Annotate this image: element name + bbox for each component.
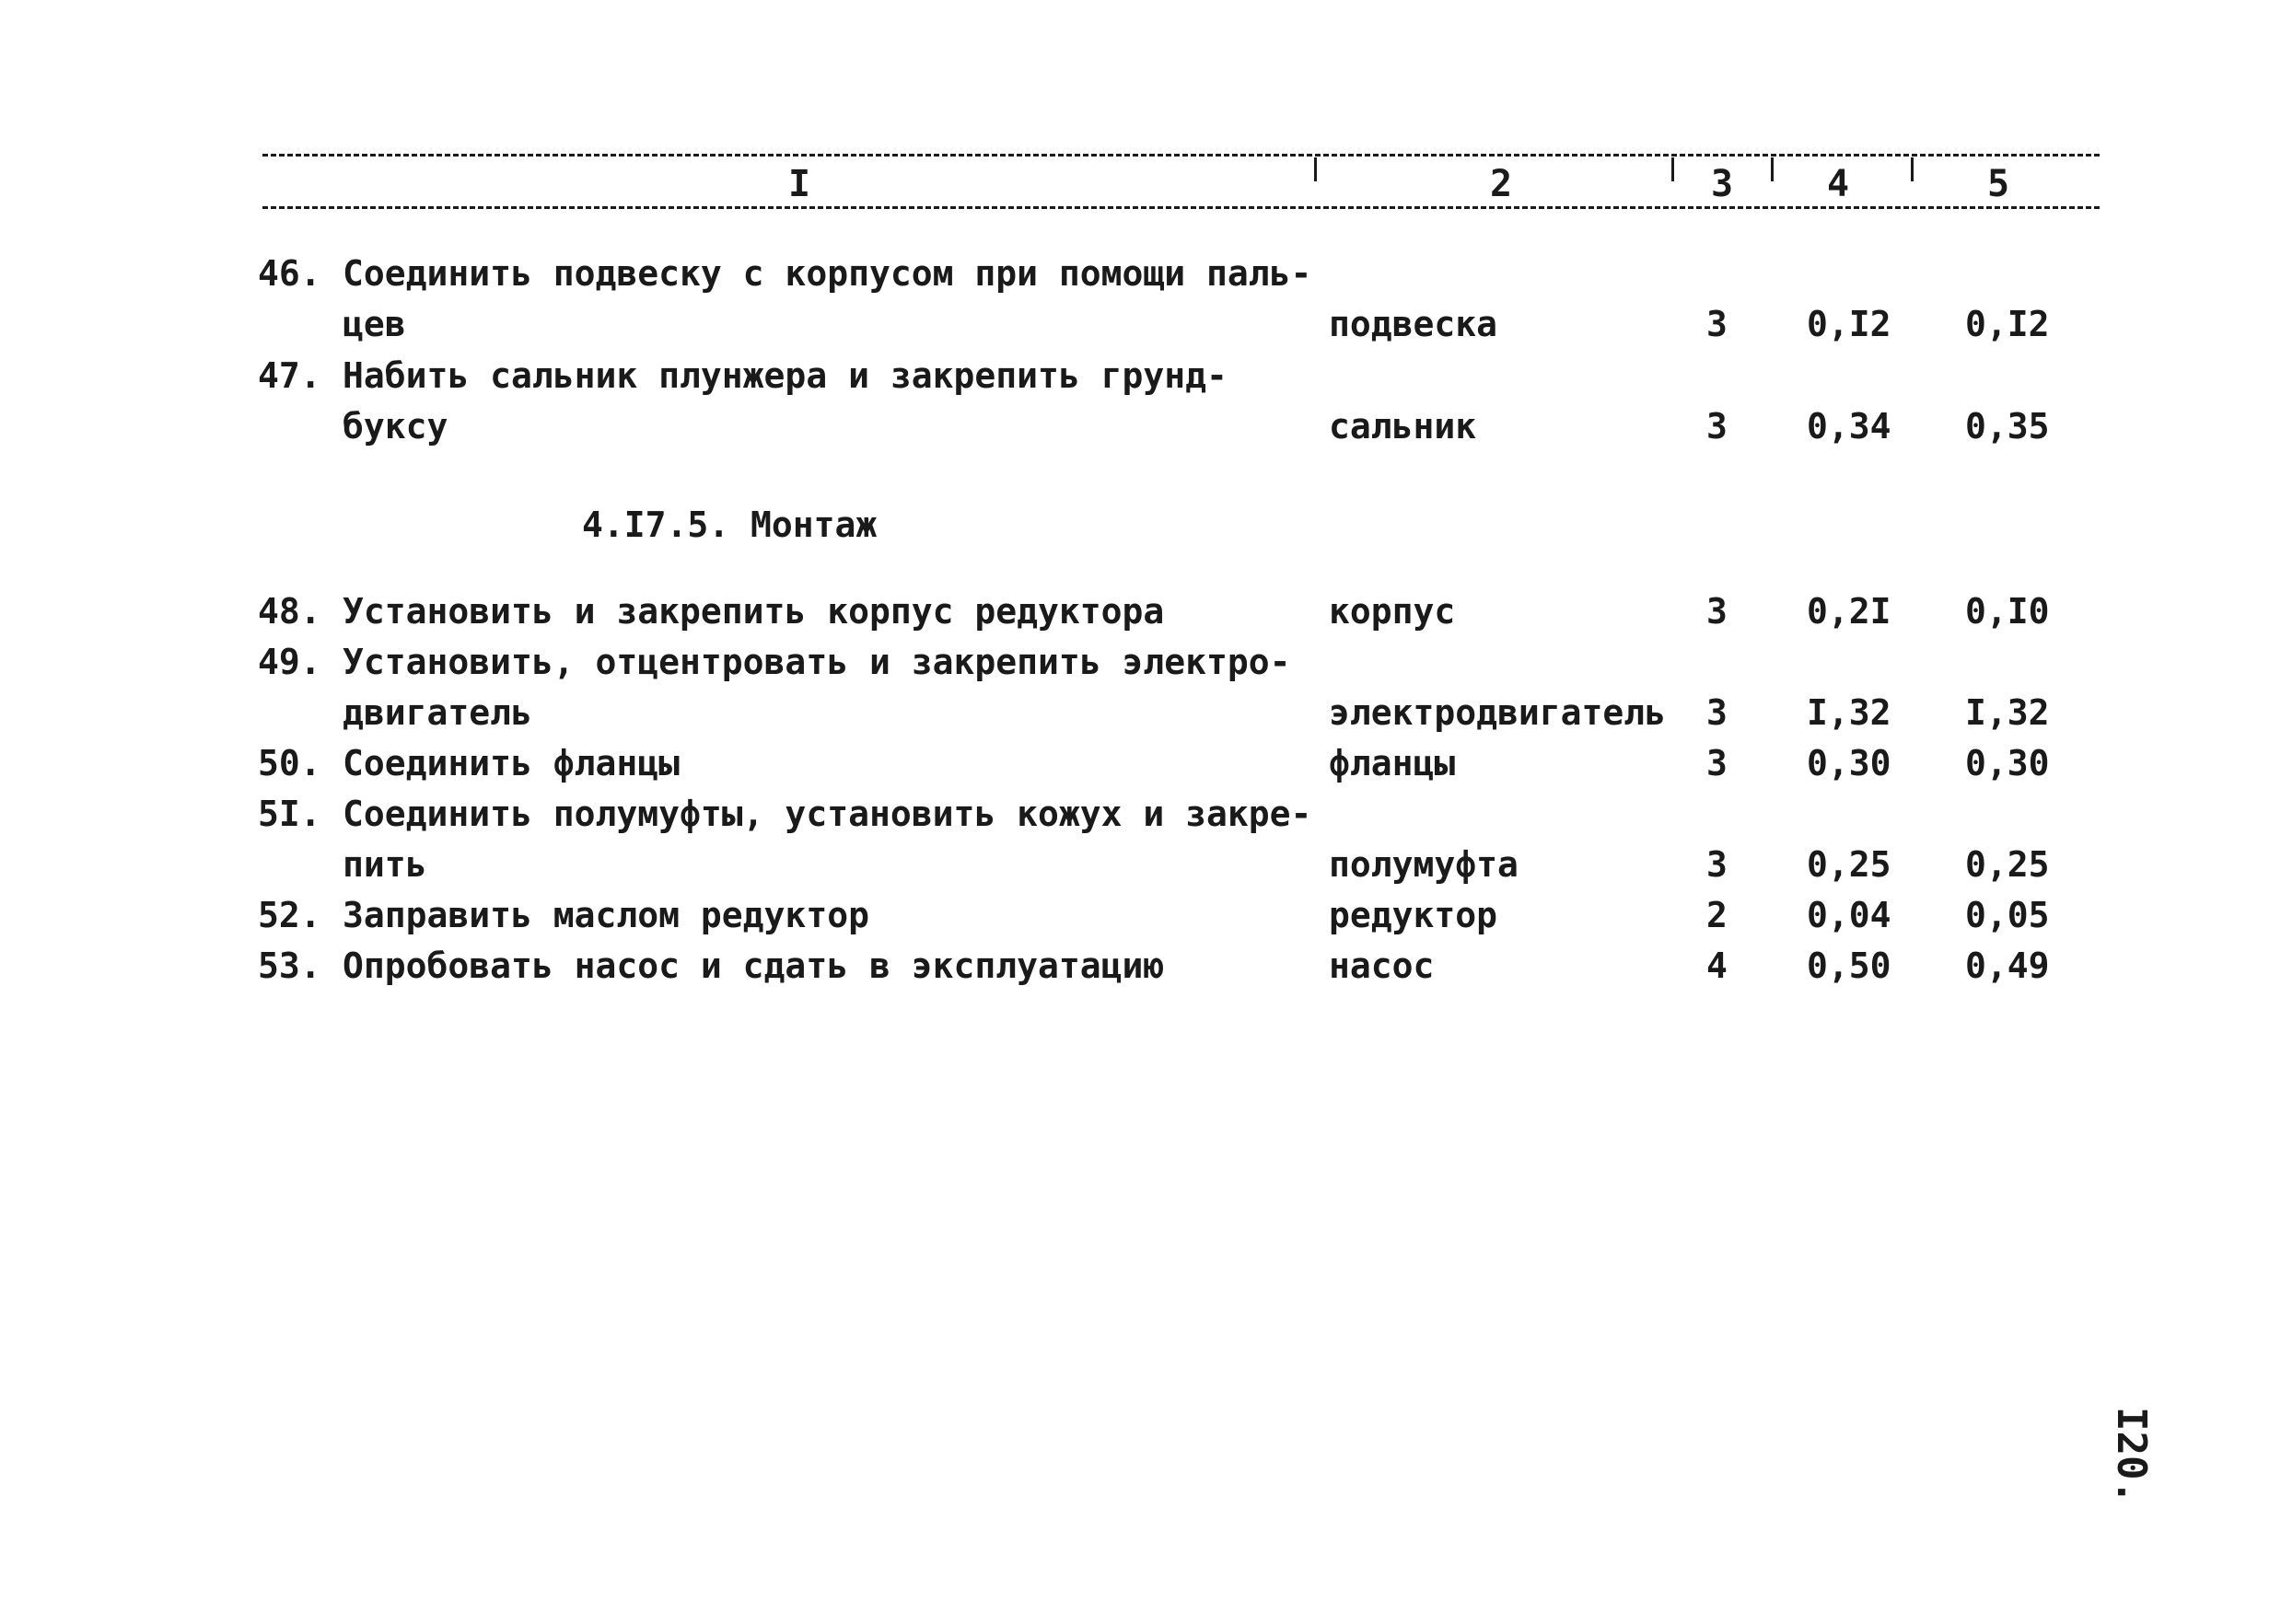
row-number: 49. xyxy=(258,642,321,682)
row-object: насос xyxy=(1329,945,1435,986)
header-col-5: 5 xyxy=(1987,163,2010,205)
row-col5: 0,I0 xyxy=(1965,591,2050,632)
row-object: корпус xyxy=(1329,591,1456,632)
row-col3: 3 xyxy=(1706,304,1728,344)
row-col4: 0,30 xyxy=(1807,743,1891,783)
row-object: электродвигатель xyxy=(1329,692,1667,733)
row-object: полумуфта xyxy=(1329,844,1519,885)
row-description: Набить сальник плунжера и закрепить грунд- xyxy=(343,355,1228,396)
row-col3: 4 xyxy=(1706,945,1728,986)
row-description: Опробовать насос и сдать в эксплуатацию xyxy=(343,945,1165,986)
row-col5: 0,49 xyxy=(1965,945,2050,986)
row-col5: 0,35 xyxy=(1965,406,2050,447)
row-description-cont: буксу xyxy=(343,406,448,447)
header-bottom-rule xyxy=(262,206,2100,209)
row-col4: 0,I2 xyxy=(1807,304,1891,344)
row-description: Установить, отцентровать и закрепить электро- xyxy=(343,642,1291,682)
row-col3: 3 xyxy=(1706,844,1728,885)
row-description-cont: двигатель xyxy=(343,692,532,733)
row-col5: 0,30 xyxy=(1965,743,2050,783)
row-number: 48. xyxy=(258,591,321,632)
row-number: 47. xyxy=(258,355,321,396)
page-number: I20. xyxy=(2108,1407,2155,1504)
row-col5: 0,05 xyxy=(1965,895,2050,935)
row-col4: 0,34 xyxy=(1807,406,1891,447)
section-title: 4.I7.5. Монтаж xyxy=(582,505,878,545)
row-col3: 2 xyxy=(1706,895,1728,935)
row-col5: I,32 xyxy=(1965,692,2050,733)
column-divider xyxy=(1314,157,1317,181)
row-col3: 3 xyxy=(1706,406,1728,447)
row-description: Заправить маслом редуктор xyxy=(343,895,869,935)
row-col4: 0,25 xyxy=(1807,844,1891,885)
row-description: Соединить фланцы xyxy=(343,743,681,783)
row-number: 52. xyxy=(258,895,321,935)
header-col-1: I xyxy=(788,163,811,205)
column-divider xyxy=(1911,157,1914,181)
column-divider xyxy=(1671,157,1674,181)
row-number: 46. xyxy=(258,253,321,294)
row-description: Соединить полумуфты, установить кожух и закре- xyxy=(343,794,1312,834)
header-col-2: 2 xyxy=(1490,163,1513,205)
row-col4: I,32 xyxy=(1807,692,1891,733)
column-divider xyxy=(1771,157,1774,181)
row-object: подвеска xyxy=(1329,304,1498,344)
header-col-3: 3 xyxy=(1711,163,1734,205)
row-col4: 0,04 xyxy=(1807,895,1891,935)
row-object: фланцы xyxy=(1329,743,1456,783)
row-col5: 0,I2 xyxy=(1965,304,2050,344)
row-col5: 0,25 xyxy=(1965,844,2050,885)
row-col3: 3 xyxy=(1706,692,1728,733)
header-col-4: 4 xyxy=(1827,163,1850,205)
row-number: 50. xyxy=(258,743,321,783)
row-description: Установить и закрепить корпус редуктора xyxy=(343,591,1165,632)
header-top-rule xyxy=(262,154,2100,157)
row-description-cont: цев xyxy=(343,304,406,344)
row-number: 5I. xyxy=(258,794,321,834)
row-object: редуктор xyxy=(1329,895,1498,935)
row-col4: 0,50 xyxy=(1807,945,1891,986)
row-col3: 3 xyxy=(1706,743,1728,783)
row-col4: 0,2I xyxy=(1807,591,1891,632)
row-number: 53. xyxy=(258,945,321,986)
row-object: сальник xyxy=(1329,406,1477,447)
row-col3: 3 xyxy=(1706,591,1728,632)
row-description-cont: пить xyxy=(343,844,427,885)
row-description: Соединить подвеску с корпусом при помощи паль- xyxy=(343,253,1312,294)
